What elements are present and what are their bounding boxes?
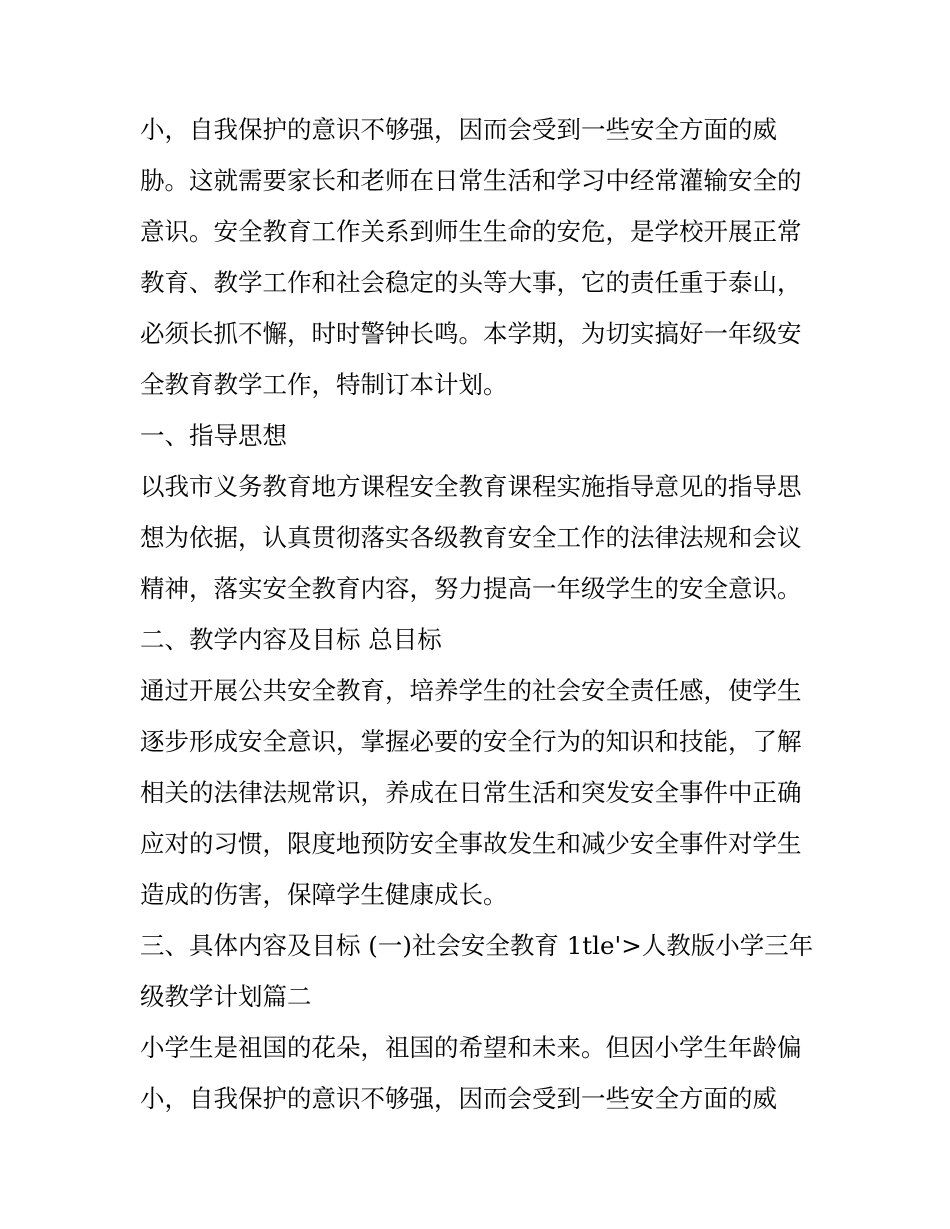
section-heading: 二、教学内容及目标 总目标 [140, 625, 442, 654]
text-line: 想为依据，认真贯彻落实各级教育安全工作的法律法规和会议 [140, 523, 802, 552]
text-line: 通过开展公共安全教育，培养学生的社会安全责任感，使学生 [140, 676, 802, 705]
text-line: 以我市义务教育地方课程安全教育课程实施指导意见的指导思 [140, 472, 802, 501]
text-line: 意识。安全教育工作关系到师生生命的安危，是学校开展正常 [140, 217, 802, 246]
text-line: 造成的伤害，保障学生健康成长。 [140, 880, 508, 909]
section-heading: 一、指导思想 [140, 421, 287, 450]
text-line: 胁。这就需要家长和老师在日常生活和学习中经常灌输安全的 [140, 166, 802, 195]
text-line: 必须长抓不懈，时时警钟长鸣。本学期，为切实搞好一年级安 [140, 319, 802, 348]
text-line: 级教学计划篇二 [140, 982, 312, 1011]
text-line: 教育、教学工作和社会稳定的头等大事，它的责任重于泰山， [140, 268, 802, 297]
text-line: 逐步形成安全意识，掌握必要的安全行为的知识和技能，了解 [140, 727, 802, 756]
text-line: 全教育教学工作，特制订本计划。 [140, 370, 508, 399]
text-line: 小，自我保护的意识不够强，因而会受到一些安全方面的威 [140, 1084, 777, 1113]
text-line: 小学生是祖国的花朵，祖国的希望和未来。但因小学生年龄偏 [140, 1033, 802, 1062]
text-line: 小，自我保护的意识不够强，因而会受到一些安全方面的威 [140, 115, 777, 144]
text-line: 精神，落实安全教育内容，努力提高一年级学生的安全意识。 [140, 574, 802, 603]
text-line: 相关的法律法规常识，养成在日常生活和突发安全事件中正确 [140, 778, 802, 807]
document-body [140, 104, 830, 1124]
section-heading: 三、具体内容及目标 (一)社会安全教育 1tle'>人教版小学三年 [140, 931, 814, 960]
text-line: 应对的习惯，限度地预防安全事故发生和减少安全事件对学生 [140, 829, 802, 858]
